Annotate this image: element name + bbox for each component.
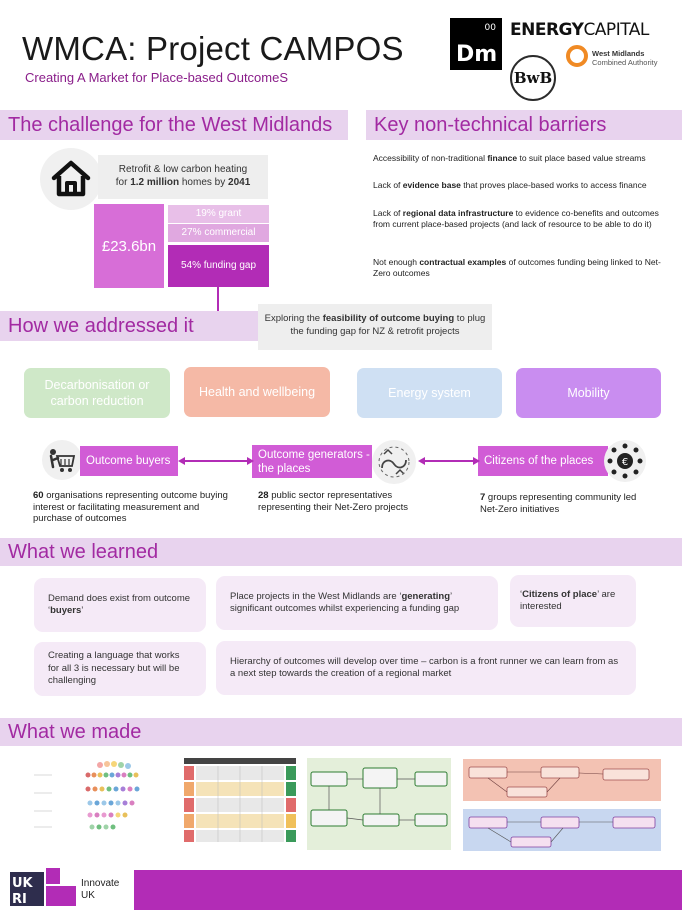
- made-thumbnail-table: [184, 758, 296, 844]
- learned-card: Demand does exist from outcome ‘buyers’: [34, 578, 206, 632]
- stakeholder-outcome-generators: Outcome generators - the places: [252, 445, 372, 478]
- outcome-box-decarbonisation: Decarbonisation or carbon reduction: [24, 368, 170, 418]
- made-thumbnail-flow-diagram: [307, 758, 451, 850]
- barriers-heading: Key non-technical barriers: [366, 110, 682, 140]
- funding-total: £23.6bn: [94, 204, 164, 288]
- retrofit-year: 2041: [228, 177, 251, 188]
- svg-text:€: €: [621, 457, 629, 468]
- retrofit-homes: 1.2 million: [130, 177, 180, 188]
- connector-buyers-generators: [178, 455, 254, 467]
- grant-share: 19% grant: [168, 205, 269, 223]
- footer-bar: [134, 870, 682, 910]
- bwb-logo: BwB: [510, 55, 556, 101]
- outcome-box-energy: Energy system: [357, 368, 502, 418]
- page-subtitle: Creating A Market for Place-based OutcomeS: [25, 70, 289, 85]
- retrofit-box: [98, 155, 268, 199]
- community-icon: [604, 440, 646, 482]
- page-title: WMCA: Project CAMPOS: [22, 30, 404, 67]
- energy-capital-logo-energy: ENERGY: [510, 20, 584, 40]
- made-heading: What we made: [0, 718, 682, 746]
- made-thumbnail-outcomes-map: [30, 757, 172, 845]
- energy-capital-logo: [510, 20, 649, 40]
- retrofit-line2-mid: homes by: [179, 177, 229, 188]
- retrofit-line2-pre: for: [115, 177, 131, 188]
- trolley-icon: [42, 440, 82, 480]
- barrier-item: Not enough contractual examples of outcomes funding being linked to Net-Zero outcomes: [373, 257, 661, 278]
- dm-logo-small: 00: [484, 23, 496, 33]
- barrier-item: Lack of evidence base that proves place-based works to access finance: [373, 180, 647, 190]
- explore-box: Exploring the feasibility of outcome buying to plug the funding gap for NZ & retrofit projects: [258, 304, 492, 350]
- commercial-share: 27% commercial: [168, 224, 269, 242]
- house-icon: [40, 148, 102, 210]
- wmca-logo-mark: [566, 45, 588, 67]
- dm-logo-text: Dm: [456, 42, 498, 67]
- funding-gap-share: 54% funding gap: [168, 245, 269, 287]
- connector-generators-citizens: [418, 455, 480, 467]
- energy-capital-logo-capital: CAPITAL: [583, 20, 649, 40]
- barrier-item: Lack of regional data infrastructure to evidence co-benefits and outcomes from current place-based projects (and lack of resource to be able to do it): [373, 208, 659, 229]
- svg-text:RI: RI: [12, 892, 27, 907]
- wmca-logo-line2: Combined Authority: [592, 58, 658, 67]
- learned-card: Creating a language that works for all 3 is necessary but will be challenging: [34, 642, 206, 696]
- stakeholder-citizens: Citizens of the places: [478, 446, 608, 476]
- stakeholder-desc-generators: 28 public sector representatives representing their Net-Zero projects: [258, 490, 408, 513]
- innovate-uk-logo: Innovate UK: [81, 878, 120, 901]
- svg-text:UK: UK: [12, 876, 33, 891]
- ukri-logo: [10, 868, 76, 910]
- dm-logo: [450, 18, 502, 70]
- learned-heading: What we learned: [0, 538, 682, 566]
- outcome-box-mobility: Mobility: [516, 368, 661, 418]
- barrier-item: Accessibility of non-traditional finance to suit place based value streams: [373, 153, 646, 163]
- made-thumbnail-flow-blue: [463, 809, 661, 851]
- outcome-box-health: Health and wellbeing: [184, 367, 330, 417]
- recycle-icon: [372, 440, 416, 484]
- addressed-heading: How we addressed it: [0, 311, 258, 341]
- stakeholder-desc-citizens: 7 groups representing community led Net-Zero initiatives: [480, 492, 637, 515]
- learned-card: Place projects in the West Midlands are ‘generating’ significant outcomes whilst experiencing a funding gap: [216, 576, 498, 630]
- retrofit-line1: Retrofit & low carbon heating: [118, 164, 248, 175]
- stakeholder-outcome-buyers: Outcome buyers: [80, 446, 178, 476]
- stakeholder-desc-buyers: 60 organisations representing outcome buying interest or facilitating measurement and purchase of outcomes: [33, 490, 228, 524]
- wmca-logo: [592, 49, 682, 67]
- challenge-heading: The challenge for the West Midlands: [0, 110, 348, 140]
- learned-card: Hierarchy of outcomes will develop over time – carbon is a front runner we can learn from as a next step towards the creation of a regional market: [216, 641, 636, 695]
- wmca-logo-line1: West Midlands: [592, 49, 645, 58]
- made-thumbnail-flow-pink: [463, 759, 661, 801]
- learned-card: ‘Citizens of place’ are interested: [510, 575, 636, 627]
